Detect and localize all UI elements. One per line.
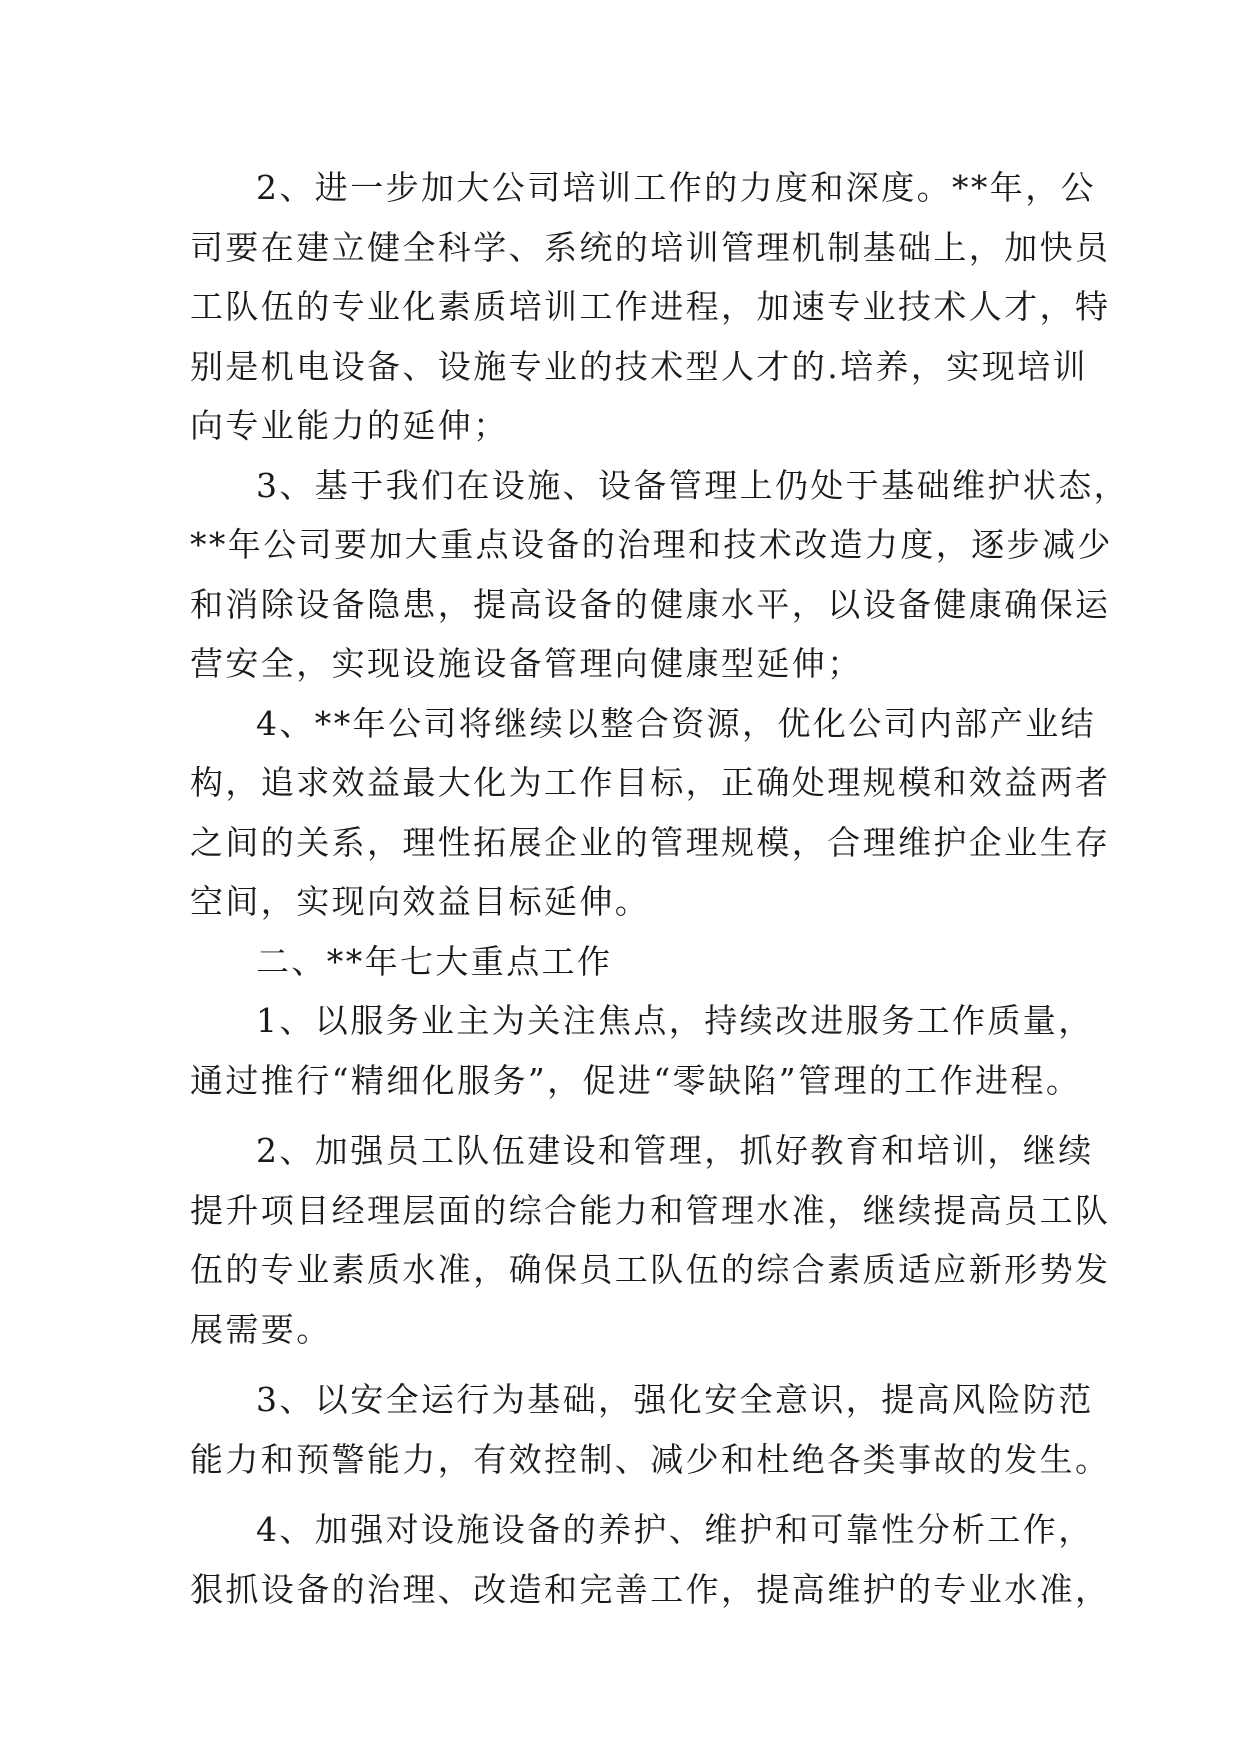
text-line: 4、**年公司将继续以整合资源，优化公司内部产业结 bbox=[256, 703, 1096, 743]
text-line: **年公司要加大重点设备的治理和技术改造力度，逐步减少 bbox=[190, 525, 1113, 564]
text-line: 4、加强对设施设备的养护、维护和可靠性分析工作， bbox=[256, 1510, 1094, 1549]
text-line: 能力和预警能力，有效控制、减少和杜绝各类事故的发生。 bbox=[190, 1439, 1111, 1479]
text-line: 1、以服务业主为关注焦点，持续改进服务工作质量， bbox=[256, 1001, 1094, 1040]
paragraph-equipment bbox=[190, 456, 1129, 694]
paragraph-service bbox=[190, 991, 1094, 1110]
text-line: 营安全，实现设施设备管理向健康型延伸； bbox=[190, 644, 863, 683]
text-line: 和消除设备隐患，提高设备的健康水平，以设备健康确保运 bbox=[190, 584, 1111, 624]
paragraph-resources bbox=[190, 694, 1111, 932]
text-line: 工队伍的专业化素质培训工作进程，加速专业技术人才，特 bbox=[190, 287, 1111, 326]
text-line: 向专业能力的延伸； bbox=[190, 406, 509, 445]
text-line: 别是机电设备、设施专业的技术型人才的.培养，实现培训 bbox=[190, 346, 1088, 386]
text-line: 狠抓设备的治理、改造和完善工作，提高维护的专业水准， bbox=[190, 1569, 1111, 1609]
text-line: 2、加强员工队伍建设和管理，抓好教育和培训，继续 bbox=[256, 1131, 1094, 1170]
paragraph-maintenance bbox=[190, 1500, 1111, 1619]
paragraph-training bbox=[190, 158, 1111, 456]
text-line: 空间，实现向效益目标延伸。 bbox=[190, 882, 651, 921]
text-line: 展需要。 bbox=[190, 1309, 332, 1349]
text-line: 3、以安全运行为基础，强化安全意识，提高风险防范 bbox=[256, 1380, 1094, 1419]
section-heading bbox=[190, 932, 1060, 992]
document-body bbox=[190, 158, 1129, 1619]
text-line: 2、进一步加大公司培训工作的力度和深度。**年，公 bbox=[256, 168, 1096, 207]
text-line: 提升项目经理层面的综合能力和管理水准，继续提高员工队 bbox=[190, 1190, 1111, 1230]
text-line: 通过推行“精细化服务”，促进“零缺陷”管理的工作进程。 bbox=[190, 1060, 1082, 1100]
text-line: 构，追求效益最大化为工作目标，正确处理规模和效益两者 bbox=[190, 763, 1111, 802]
text-line: 之间的关系，理性拓展企业的管理规模，合理维护企业生存 bbox=[190, 822, 1111, 862]
text-line: 伍的专业素质水准，确保员工队伍的综合素质适应新形势发 bbox=[190, 1250, 1111, 1289]
text-line: 3、基于我们在设施、设备管理上仍处于基础维护状态， bbox=[256, 465, 1129, 505]
paragraph-safety bbox=[190, 1370, 1111, 1489]
text-line: 司要在建立健全科学、系统的培训管理机制基础上，加快员 bbox=[190, 227, 1111, 267]
heading-line: 二、**年七大重点工作 bbox=[256, 941, 613, 981]
paragraph-staff bbox=[190, 1121, 1111, 1359]
